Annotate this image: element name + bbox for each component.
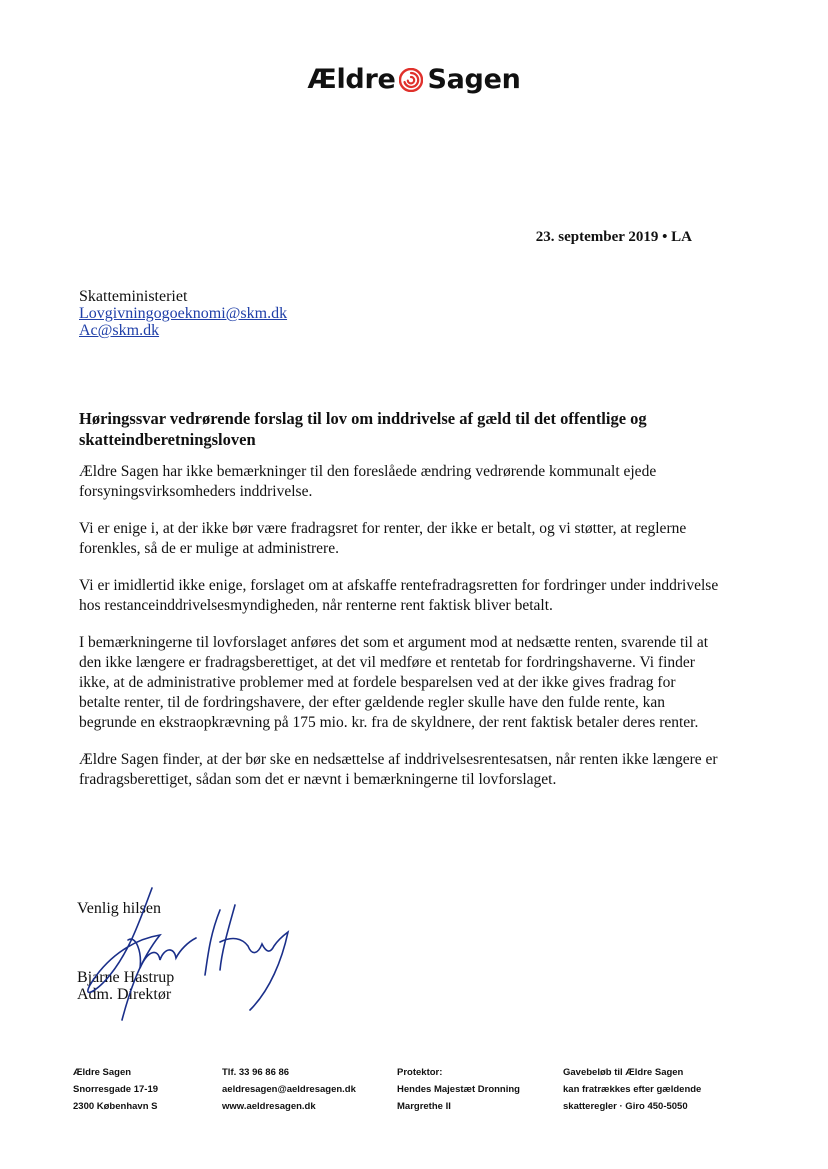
logo-text-left: Ældre xyxy=(307,64,396,95)
footer-line: skatteregler · Giro 450-5050 xyxy=(563,1101,688,1112)
footer-line: Protektor: xyxy=(397,1067,443,1078)
paragraph: Ældre Sagen finder, at der bør ske en nedsættelse af inddrivelsesrentesatsen, når renten ikke længere er fradragsberettiget, sådan som det er nævnt i bemærkningerne til lovforslaget. xyxy=(79,751,718,788)
footer-line: 2300 København S xyxy=(73,1101,158,1112)
footer-line: Hendes Majestæt Dronning xyxy=(397,1084,520,1095)
logo-text-right: Sagen xyxy=(427,64,521,95)
closing-greeting: Venlig hilsen xyxy=(77,900,161,917)
letter-body xyxy=(79,462,719,807)
signer-title: Adm. Direktør xyxy=(77,986,172,1003)
recipient-email-2[interactable]: Ac@skm.dk xyxy=(79,322,160,339)
footer-phone: Tlf. 33 96 86 86 xyxy=(222,1067,290,1078)
logo xyxy=(0,64,828,95)
footer-email[interactable]: aeldresagen@aeldresagen.dk xyxy=(222,1084,356,1095)
footer-line: Ældre Sagen xyxy=(73,1067,132,1078)
footer-line: kan fratrækkes efter gældende xyxy=(563,1084,702,1095)
paragraph: Ældre Sagen har ikke bemærkninger til den foreslåede ændring vedrørende kommunalt ejede forsyningsvirksomheders inddrivelse. xyxy=(79,463,657,500)
paragraph: Vi er enige i, at der ikke bør være fradragsret for renter, der ikke er betalt, og vi støtter, at reglerne forenkles, så de er mulige at administrere. xyxy=(79,520,687,557)
footer-website[interactable]: www.aeldresagen.dk xyxy=(222,1101,316,1112)
footer-line: Margrethe II xyxy=(397,1101,451,1112)
recipient-name: Skatteministeriet xyxy=(79,288,188,305)
paragraph: Vi er imidlertid ikke enige, forslaget om at afskaffe rentefradragsretten for fordringer under inddrivelse hos restanceinddrivelsesmyndigheden, når renterne rent faktisk bliver betalt. xyxy=(79,577,719,614)
logo-spiral-icon xyxy=(399,68,423,92)
paragraph: I bemærkningerne til lovforslaget anføres det som et argument mod at nedsætte renten, svarende til at den ikke længere er fradragsberettiget, at det vil medføre et rentetab for fordringshaverne. Vi finder ikke, at de administrative problemer med at fordele besparelsen ved at der ikke gives fradrag for betalte renter, til de fordringshavere, der efter gældende regler skulle have den fulde rente, kan begrunde en ekstraopkrævning på 175 mio. kr. fra de skyldnere, der rent faktisk betaler deres renter. xyxy=(79,634,709,731)
recipient-email-1[interactable]: Lovgivningogoeknomi@skm.dk xyxy=(79,305,288,322)
signer-name: Bjarne Hastrup xyxy=(77,969,175,986)
footer-protector xyxy=(397,1064,520,1115)
footer-line: Snorresgade 17-19 xyxy=(73,1084,159,1095)
date-line: 23. september 2019 • LA xyxy=(535,229,692,245)
signer-block xyxy=(77,969,174,1003)
subject-heading: Høringssvar vedrørende forslag til lov om inddrivelse af gæld til det offentlige og skatteindberetningsloven xyxy=(79,409,647,449)
recipient-block xyxy=(79,288,287,339)
footer-address xyxy=(73,1064,158,1115)
footer-gifts xyxy=(563,1064,701,1115)
footer-line: Gavebeløb til Ældre Sagen xyxy=(563,1067,684,1078)
footer-contact xyxy=(222,1064,356,1115)
